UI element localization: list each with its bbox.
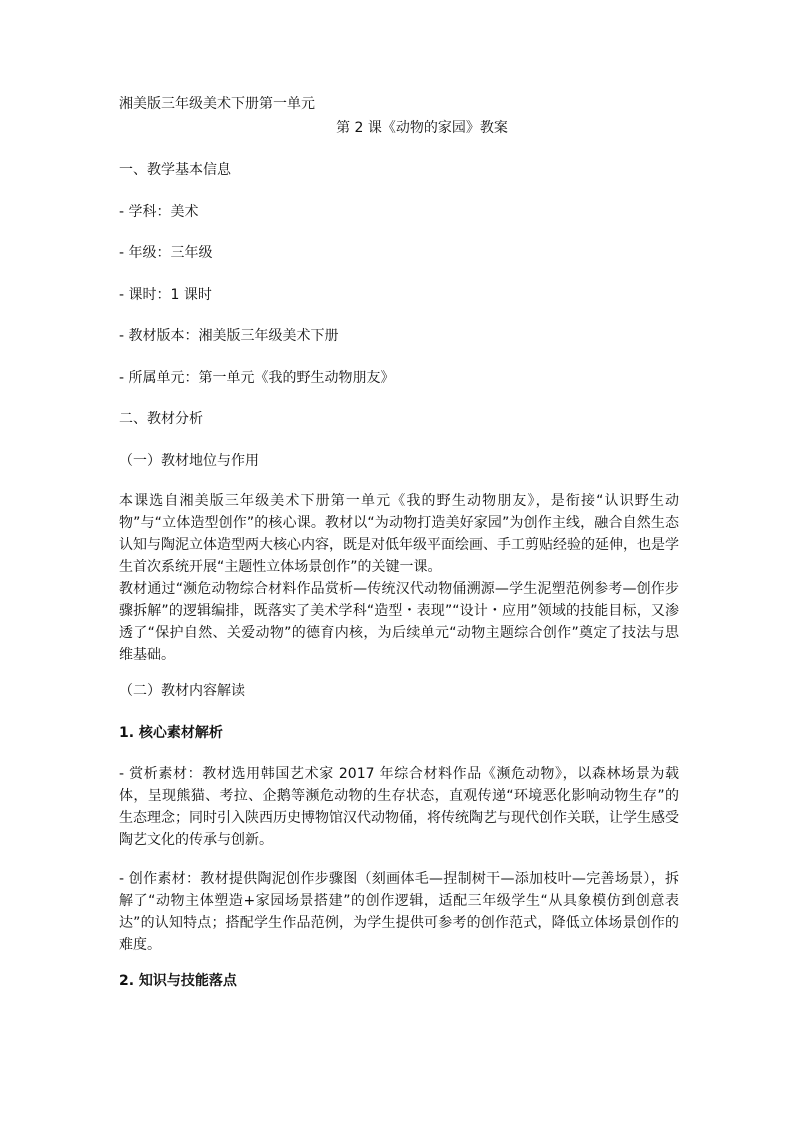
info-subject: - 学科：美术 xyxy=(119,204,199,220)
paragraph-creation-materials xyxy=(119,868,679,956)
info-grade: - 年级：三年级 xyxy=(119,245,213,261)
point-heading-knowledge-skills: 2. 知识与技能落点 xyxy=(119,973,237,989)
subheading-content-reading: （二）教材内容解读 xyxy=(119,683,245,699)
series-line: 湘美版三年级美术下册第一单元 xyxy=(119,96,315,112)
section-heading-basic-info: 一、教学基本信息 xyxy=(119,162,231,178)
paragraph-position-role xyxy=(119,490,679,666)
paragraph-appreciation-materials xyxy=(119,763,679,851)
section-heading-textbook-analysis: 二、教材分析 xyxy=(119,411,203,427)
subheading-position-role: （一）教材地位与作用 xyxy=(119,453,259,469)
paragraph-2: 教材通过“濒危动物综合材料作品赏析—传统汉代动物俑溯源—学生泥塑范例参考—创作步骤拆解”的逻辑编排，既落实了美术学科“造型・表现”“设计・应用”领域的技能目标，又渗透了“保护自然、关爱动物”的德育内核，为后续单元“动物主题综合创作”奠定了技法与思维基础。 xyxy=(119,581,679,663)
info-textbook: - 教材版本：湘美版三年级美术下册 xyxy=(119,328,339,344)
paragraph-creation: - 创作素材：教材提供陶泥创作步骤图（刻画体毛—捏制树干—添加枝叶—完善场景），拆解了“动物主体塑造+家园场景搭建”的创作逻辑，适配三年级学生“从具象模仿到创意表达”的认知特点；搭配学生作品范例，为学生提供可参考的创作范式，降低立体场景创作的难度。 xyxy=(119,871,679,953)
paragraph-1: 本课选自湘美版三年级美术下册第一单元《我的野生动物朋友》，是衔接“认识野生动物”与“立体造型创作”的核心课。教材以“为动物打造美好家园”为创作主线，融合自然生态认知与陶泥立体造型两大核心内容，既是对低年级平面绘画、手工剪贴经验的延伸，也是学生首次系统开展“主题性立体场景创作”的关键一课。 xyxy=(119,493,679,575)
info-unit: - 所属单元：第一单元《我的野生动物朋友》 xyxy=(119,370,395,386)
paragraph-appreciation: - 赏析素材：教材选用韩国艺术家 2017 年综合材料作品《濒危动物》，以森林场景为载体，呈现熊猫、考拉、企鹅等濒危动物的生存状态，直观传递“环境恶化影响动物生存”的生态理念；同时引入陕西历史博物馆汉代动物俑，将传统陶艺与现代创作关联，让学生感受陶艺文化的传承与创新。 xyxy=(119,766,679,848)
page-title: 第 2 课《动物的家园》教案 xyxy=(336,120,508,136)
point-heading-core-materials: 1. 核心素材解析 xyxy=(119,725,223,741)
info-hours: - 课时：1 课时 xyxy=(119,287,212,303)
